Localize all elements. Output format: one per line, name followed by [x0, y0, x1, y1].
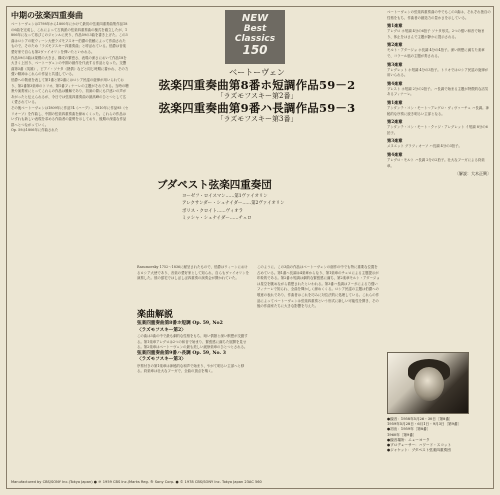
credit-line: ●プロデューサー：ハワード・スコット: [387, 443, 452, 448]
series-logo: [225, 10, 285, 64]
commentary-section: [137, 309, 251, 375]
composer-name: ベートーヴェン: [229, 68, 285, 77]
work-nickname-1: 「ラズモフスキー第2番」: [216, 92, 298, 100]
right-column: [387, 10, 491, 410]
movement-text: アレグロ・モルト ハ長調 2分の2拍子。壮大なフーガによる終楽章。: [387, 157, 485, 168]
manufacturer-footer: Manufactured by CBS/SONY Inc.(Tokyo Japan) ● ℗ 1959 CBS Inc./Marks Reg. ® Sony Corp. ● © 1978 CBS/SONY Inc. Tokyo Japan 23AC 560: [11, 480, 262, 484]
member-list: [182, 193, 342, 223]
movement-text: プレスト ホ短調 2分の2拍子。ハ長調で始まる主題が特徴的な活気あるフィナーレ。: [387, 86, 489, 97]
commentary-title: 楽曲解説: [137, 310, 174, 320]
left-heading: 中期の弦楽四重奏曲: [11, 10, 83, 20]
ensemble-name: ブダペスト弦楽四重奏団: [157, 179, 272, 191]
left-column: [11, 10, 129, 470]
left-paragraph: Op. 59は1806年に作曲された: [11, 128, 59, 133]
movement-text: アレグレット ホ短調 4分の3拍子。トリオではロシア民謡の旋律が用いられる。: [387, 67, 489, 78]
credit-line: ●初出：1959年〔第8番〕: [387, 427, 431, 432]
movement-heading: 第3楽章: [387, 61, 403, 67]
portrait-face: [414, 367, 444, 401]
member: アレクサンダー・シュナイダー……第2ヴァイオリン: [182, 201, 285, 207]
credit-line: 1959年5月28日・6月1日・9月3日〔第9番〕: [387, 422, 462, 427]
work-title-2: 弦楽四重奏曲第9番ハ長調作品59－3: [158, 101, 356, 115]
movement-text: アンダンテ・コン・モート・クァジ・アレグレット イ短調 8分の6拍子。: [387, 125, 488, 135]
work-title-1: 弦楽四重奏曲第8番ホ短調作品59－2: [158, 78, 356, 92]
work-titles: [137, 67, 377, 124]
series-logo-line2: Best Classics: [234, 24, 276, 44]
credit-line: 1960年〔第9番〕: [387, 432, 417, 437]
series-logo-line1: NEW: [241, 13, 269, 24]
commentator-credit: 〔解説：大木正興〕: [455, 171, 491, 177]
work-subheading-1-nickname: 〈ラズモフスキー第2〉: [137, 327, 186, 333]
member: ヨーゼフ・ロイスマン……第1ヴァイオリン: [182, 194, 268, 199]
member: ボリス・クロイト……ヴィオラ: [182, 208, 243, 214]
right-intro: ベートーヴェンの弦楽四重奏曲の中でもこの3曲は、それぞれ独自の性格をもち、作曲者の創造力の豊かさを示している。: [387, 10, 491, 20]
work-subheading-2: 弦楽四重奏曲第9番ハ長調 Op. 59, No. 3: [137, 350, 226, 356]
credit-line: ●録音場所：ニューヨーク: [387, 437, 430, 442]
left-paragraph: その後ベートーヴェンは1809年に作品74《ハープ》、1810年に作品95《セリオーソ》を作曲し、中期の弦楽四重奏曲を締めくくった。これらの作品はいずれも新しい表現を求める作曲者の姿勢を示しており、後期の深遠な作品群へとつながっていく。: [11, 105, 129, 127]
left-paragraph: 伯爵への敬意を表して第1番と第2番にはロシア民謡の旋律が用いられており、第2番第3楽章のトリオ、第1番フィナーレの主題がそれである。当時の聴衆や演奏家にとってこれらの作品は難解であり、初演の際にも戸惑いの声があがったと伝えられるが、今日では弦楽四重奏曲の最高峰のひとつとして広く愛されている。: [11, 77, 129, 105]
work-subheading-2-nickname: 〈ラズモフスキー第3〉: [137, 357, 186, 363]
work-commentary-1: この曲は3曲の中で最も劇的な性格をもち、暗い情熱と深い瞑想が交錯する。第1楽章アレグロは2つの和音で始まり、緊張感に満ちた展開を見せる。第2楽章はベートーヴェンの最も美しい緩徐楽章のひとつとされる。: [137, 334, 248, 350]
work-subheading-1: 弦楽四重奏曲第8番ホ短調 Op. 59, No2: [137, 321, 223, 326]
movement-heading: 第1楽章: [387, 99, 403, 105]
work-commentary-2: 序奏付きの第1楽章は神秘的な和声で始まり、やがて明るい主部へと移る。終楽章は壮大なフーガで、全曲の頂点を築く。: [137, 363, 245, 374]
series-logo-line3: 150: [242, 43, 268, 57]
left-paragraph: 作品59の3曲は規模の大きさ、構成の緊密さ、表現の深さにおいて作品18を大きく上回り、ベートーヴェンの中期の創作を代表する作品となった。交響曲第3番《英雄》、ピアノ・ソナタ《熱情》などと同じ時期に書かれ、その力強い精神はこれらの作品と共通している。: [11, 55, 129, 77]
left-paragraph: ベートーヴェンは1798年から1800年にかけて最初の弦楽四重奏曲集作品18の6曲を完成し、これによって古典派の弦楽四重奏曲の様式を確立したが、1806年になって再びこのジャンルに戻り、作品59の3曲を書き上げた。この3曲はロシアの駐ウィーン大使ラズモフスキー伯爵の依頼によって作曲されたもので、そのため「ラズモフスキー四重奏曲」と呼ばれている。伯爵は音楽愛好家で自らも第2ヴァイオリンを弾いたといわれる。: [11, 22, 128, 54]
movement-heading: 第4楽章: [387, 151, 403, 157]
movement-heading: 第2楽章: [387, 42, 403, 48]
movement-heading: 第2楽章: [387, 119, 403, 125]
credit-line: ●ジャケット：ブダペスト弦楽四重奏団: [387, 448, 451, 453]
composer-portrait: [387, 352, 469, 414]
middle-body-text-2: このように、この3曲の作品はベートーヴェンの創作の中でも特に重要な位置を占めている。第1番ヘ長調は4楽章からなり、第1楽章のチェロによる主題提示が印象的である。第2番ホ短調は劇的な緊張感に満ち、第2楽章モルト・アダージョは星空を眺めながら着想されたといわれる。第3番ハ長調はフーガによる力強いフィナーレで知られ、全曲を輝かしく締めくくる。ロシア民謡の主題は伯爵への敬意の表れであり、作曲者はこれを巧みに対位法的に処理している。これらの作品によってベートーヴェンは弦楽四重奏という形式に新しい可能性を開き、その後の作曲家たちに大きな影響を与えた。: [257, 265, 380, 309]
movement-heading: 第3楽章: [387, 138, 403, 144]
movement-text: アンダンテ・コン・モート～アレグロ・ヴィヴァーチェ ハ長調。神秘的な序奏に続き明るい主部となる。: [387, 105, 489, 116]
liner-notes-page: [6, 6, 494, 489]
work-nickname-2: 「ラズモフスキー第3番」: [216, 115, 298, 123]
credit-line: ●録音：1958年5月26・30日〔第8番〕: [387, 417, 453, 421]
member: ミッシャ・シュナイダー……チェロ: [182, 216, 252, 222]
movement-text: アレグロ ホ短調 4分の6拍子 ソナタ形式。2つの強い和音で始まり、休止をはさんで主題が静かに提示される。: [387, 29, 485, 39]
middle-body-text: Rasumovsky 1752～1836に献呈されたもので、伯爵はウィーンにおけるロシア大使であり、音楽の愛好家として知られ、自らもヴァイオリンを演奏した。彼の邸宅ではしばしば四重奏の演奏会が開かれていた。: [137, 265, 249, 281]
movement-heading: 第4楽章: [387, 80, 403, 86]
recording-credits: [387, 417, 491, 453]
movement-text: モルト・アダージョ ホ長調 4分の4拍子。深い瞑想に満ちた楽章で、コラール風の主題が奏される。: [387, 48, 485, 58]
movement-heading: 第1楽章: [387, 23, 403, 29]
movement-text: メヌエット グラツィオーソ ハ長調 4分の3拍子。: [387, 144, 462, 149]
